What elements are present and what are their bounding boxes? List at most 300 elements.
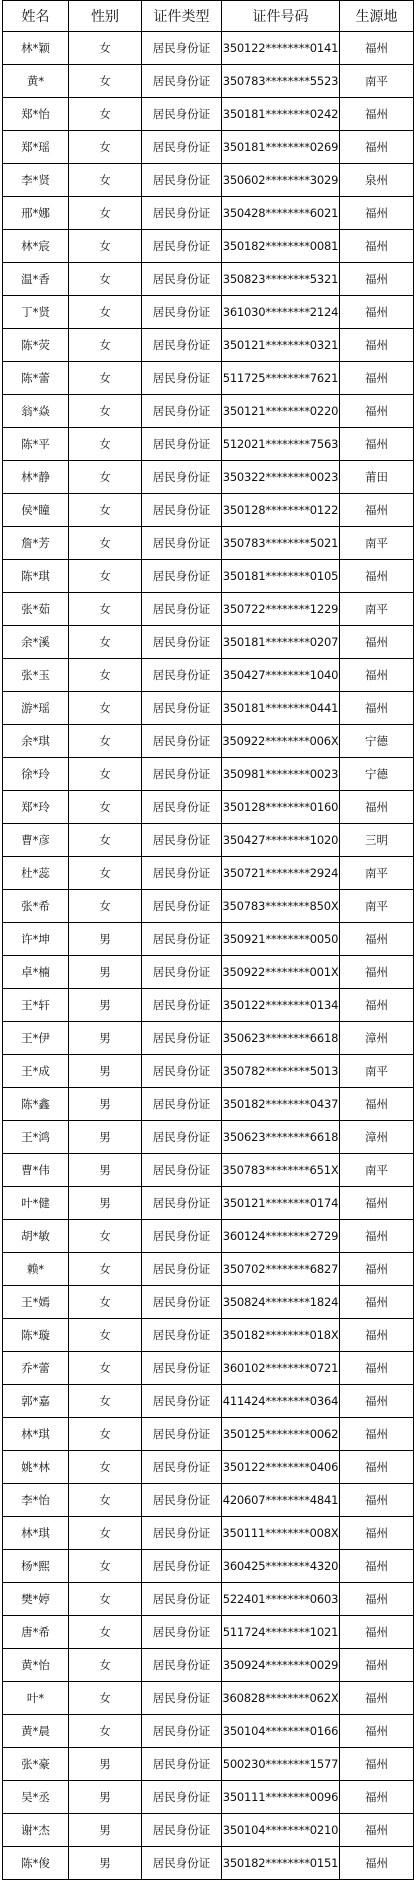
cell-name: 曹*伟	[3, 1154, 69, 1187]
table-row	[3, 1682, 414, 1715]
table-row	[3, 593, 414, 626]
cell-origin: 福州	[340, 1616, 414, 1649]
cell-origin: 福州	[340, 98, 414, 131]
table-row	[3, 428, 414, 461]
cell-origin: 福州	[340, 659, 414, 692]
cell-name: 陈*璇	[3, 1319, 69, 1352]
cell-name: 姚*林	[3, 1451, 69, 1484]
cell-name: 王*成	[3, 1055, 69, 1088]
cell-name: 丁*贤	[3, 296, 69, 329]
table-row	[3, 32, 414, 65]
table-row	[3, 1418, 414, 1451]
cell-gender: 女	[69, 428, 142, 461]
table-row	[3, 560, 414, 593]
cell-gender: 女	[69, 560, 142, 593]
cell-origin: 福州	[340, 1583, 414, 1616]
cell-gender: 男	[69, 1154, 142, 1187]
cell-id-type: 居民身份证	[142, 890, 222, 923]
cell-gender: 女	[69, 296, 142, 329]
cell-origin: 福州	[340, 1517, 414, 1550]
cell-gender: 女	[69, 1484, 142, 1517]
column-header-origin: 生源地	[340, 1, 414, 32]
cell-id-type: 居民身份证	[142, 923, 222, 956]
cell-name: 陈*俊	[3, 1847, 69, 1880]
cell-id-type: 居民身份证	[142, 1550, 222, 1583]
table-row	[3, 1517, 414, 1550]
cell-origin: 福州	[340, 263, 414, 296]
table-row	[3, 1649, 414, 1682]
cell-id-type: 居民身份证	[142, 758, 222, 791]
cell-origin: 福州	[340, 494, 414, 527]
cell-name: 陈*琪	[3, 560, 69, 593]
cell-name: 王*轩	[3, 989, 69, 1022]
cell-origin: 福州	[340, 197, 414, 230]
table-row	[3, 461, 414, 494]
cell-gender: 女	[69, 164, 142, 197]
cell-id-number: 350981********0023	[222, 758, 340, 791]
cell-origin: 福州	[340, 1748, 414, 1781]
cell-gender: 女	[69, 362, 142, 395]
cell-id-number: 350122********0141	[222, 32, 340, 65]
cell-id-number: 511724********1021	[222, 1616, 340, 1649]
table-row	[3, 296, 414, 329]
table-row	[3, 791, 414, 824]
cell-id-number: 350182********0437	[222, 1088, 340, 1121]
cell-id-type: 居民身份证	[142, 1253, 222, 1286]
column-header-gender: 性别	[69, 1, 142, 32]
cell-id-type: 居民身份证	[142, 131, 222, 164]
cell-name: 樊*婷	[3, 1583, 69, 1616]
cell-origin: 福州	[340, 329, 414, 362]
cell-id-number: 350182********018X	[222, 1319, 340, 1352]
cell-origin: 福州	[340, 560, 414, 593]
table-header-row	[3, 1, 414, 32]
table-row	[3, 1319, 414, 1352]
cell-id-type: 居民身份证	[142, 395, 222, 428]
cell-origin: 福州	[340, 1220, 414, 1253]
cell-gender: 女	[69, 1286, 142, 1319]
cell-id-number: 511725********7621	[222, 362, 340, 395]
cell-id-type: 居民身份证	[142, 1715, 222, 1748]
cell-id-number: 350181********0269	[222, 131, 340, 164]
cell-id-number: 350921********0050	[222, 923, 340, 956]
cell-origin: 漳州	[340, 1121, 414, 1154]
cell-name: 林*静	[3, 461, 69, 494]
cell-name: 唐*希	[3, 1616, 69, 1649]
cell-gender: 女	[69, 857, 142, 890]
cell-name: 杨*熙	[3, 1550, 69, 1583]
cell-gender: 女	[69, 626, 142, 659]
cell-gender: 女	[69, 395, 142, 428]
cell-id-number: 350922********001X	[222, 956, 340, 989]
cell-id-type: 居民身份证	[142, 1286, 222, 1319]
cell-origin: 福州	[340, 626, 414, 659]
cell-id-number: 350104********0210	[222, 1814, 340, 1847]
cell-gender: 女	[69, 1253, 142, 1286]
cell-id-type: 居民身份证	[142, 1220, 222, 1253]
cell-id-type: 居民身份证	[142, 1088, 222, 1121]
column-header-id-type: 证件类型	[142, 1, 222, 32]
cell-name: 邢*娜	[3, 197, 69, 230]
table-row	[3, 626, 414, 659]
cell-gender: 男	[69, 1847, 142, 1880]
cell-gender: 女	[69, 1418, 142, 1451]
cell-id-type: 居民身份证	[142, 164, 222, 197]
cell-gender: 女	[69, 725, 142, 758]
table-row	[3, 890, 414, 923]
cell-gender: 女	[69, 659, 142, 692]
table-row	[3, 989, 414, 1022]
cell-gender: 男	[69, 1781, 142, 1814]
cell-id-number: 350783********850X	[222, 890, 340, 923]
cell-name: 张*玉	[3, 659, 69, 692]
cell-id-number: 360828********062X	[222, 1682, 340, 1715]
cell-id-number: 350922********006X	[222, 725, 340, 758]
table-row	[3, 1352, 414, 1385]
cell-id-number: 350111********008X	[222, 1517, 340, 1550]
cell-origin: 宁德	[340, 758, 414, 791]
cell-origin: 福州	[340, 923, 414, 956]
cell-origin: 南平	[340, 527, 414, 560]
cell-origin: 漳州	[340, 1022, 414, 1055]
cell-origin: 福州	[340, 1253, 414, 1286]
cell-origin: 三明	[340, 824, 414, 857]
cell-name: 黄*晨	[3, 1715, 69, 1748]
cell-name: 张*茹	[3, 593, 69, 626]
table-row	[3, 1781, 414, 1814]
cell-id-type: 居民身份证	[142, 1022, 222, 1055]
cell-name: 翁*焱	[3, 395, 69, 428]
cell-id-type: 居民身份证	[142, 1616, 222, 1649]
cell-name: 黄*	[3, 65, 69, 98]
cell-gender: 女	[69, 1715, 142, 1748]
cell-id-number: 350721********2924	[222, 857, 340, 890]
cell-origin: 福州	[340, 296, 414, 329]
table-row	[3, 329, 414, 362]
cell-id-number: 350181********0242	[222, 98, 340, 131]
cell-gender: 女	[69, 890, 142, 923]
cell-id-type: 居民身份证	[142, 791, 222, 824]
table-row	[3, 1253, 414, 1286]
cell-id-number: 420607********4841	[222, 1484, 340, 1517]
cell-origin: 福州	[340, 1385, 414, 1418]
cell-gender: 男	[69, 1121, 142, 1154]
cell-id-number: 350824********1824	[222, 1286, 340, 1319]
cell-gender: 男	[69, 923, 142, 956]
cell-id-number: 350181********0207	[222, 626, 340, 659]
table-row	[3, 1088, 414, 1121]
table-row	[3, 164, 414, 197]
table-row	[3, 1451, 414, 1484]
cell-gender: 女	[69, 1319, 142, 1352]
cell-gender: 男	[69, 1088, 142, 1121]
cell-id-number: 350823********5321	[222, 263, 340, 296]
cell-gender: 女	[69, 1616, 142, 1649]
cell-id-type: 居民身份证	[142, 1517, 222, 1550]
cell-id-number: 350125********0062	[222, 1418, 340, 1451]
cell-name: 林*颖	[3, 32, 69, 65]
cell-id-number: 522401********0603	[222, 1583, 340, 1616]
table-row	[3, 1550, 414, 1583]
cell-origin: 福州	[340, 1649, 414, 1682]
cell-origin: 南平	[340, 1055, 414, 1088]
cell-origin: 泉州	[340, 164, 414, 197]
cell-origin: 福州	[340, 230, 414, 263]
table-row	[3, 1814, 414, 1847]
table-row	[3, 494, 414, 527]
cell-gender: 女	[69, 329, 142, 362]
cell-id-type: 居民身份证	[142, 1649, 222, 1682]
cell-id-number: 411424********0364	[222, 1385, 340, 1418]
cell-id-number: 350722********1229	[222, 593, 340, 626]
cell-origin: 福州	[340, 1451, 414, 1484]
cell-gender: 女	[69, 98, 142, 131]
cell-id-number: 350783********5021	[222, 527, 340, 560]
table-row	[3, 1715, 414, 1748]
cell-origin: 宁德	[340, 725, 414, 758]
table-body	[3, 32, 414, 1880]
cell-id-type: 居民身份证	[142, 593, 222, 626]
cell-id-type: 居民身份证	[142, 1319, 222, 1352]
cell-origin: 福州	[340, 1847, 414, 1880]
cell-id-number: 350322********0023	[222, 461, 340, 494]
student-roster-table	[2, 0, 414, 1880]
cell-gender: 男	[69, 1022, 142, 1055]
cell-gender: 男	[69, 1814, 142, 1847]
cell-gender: 女	[69, 65, 142, 98]
cell-origin: 福州	[340, 32, 414, 65]
cell-id-number: 500230********1577	[222, 1748, 340, 1781]
cell-id-number: 350181********0105	[222, 560, 340, 593]
cell-id-number: 350182********0081	[222, 230, 340, 263]
cell-id-number: 350427********1040	[222, 659, 340, 692]
cell-origin: 福州	[340, 1187, 414, 1220]
cell-name: 余*溪	[3, 626, 69, 659]
cell-id-type: 居民身份证	[142, 32, 222, 65]
cell-gender: 女	[69, 824, 142, 857]
cell-id-number: 350128********0160	[222, 791, 340, 824]
cell-gender: 女	[69, 593, 142, 626]
table-row	[3, 1748, 414, 1781]
cell-name: 陈*平	[3, 428, 69, 461]
cell-id-type: 居民身份证	[142, 1781, 222, 1814]
cell-id-number: 350111********0096	[222, 1781, 340, 1814]
cell-origin: 福州	[340, 1418, 414, 1451]
table-row	[3, 692, 414, 725]
table-row	[3, 1220, 414, 1253]
cell-name: 郑*玲	[3, 791, 69, 824]
cell-origin: 福州	[340, 692, 414, 725]
cell-id-type: 居民身份证	[142, 362, 222, 395]
cell-name: 陈*蕾	[3, 362, 69, 395]
cell-origin: 福州	[340, 1484, 414, 1517]
table-row	[3, 1154, 414, 1187]
cell-id-type: 居民身份证	[142, 824, 222, 857]
cell-origin: 福州	[340, 1286, 414, 1319]
cell-id-type: 居民身份证	[142, 527, 222, 560]
table-row	[3, 1286, 414, 1319]
cell-origin: 福州	[340, 362, 414, 395]
cell-id-number: 350602********3029	[222, 164, 340, 197]
cell-id-type: 居民身份证	[142, 65, 222, 98]
table-row	[3, 362, 414, 395]
cell-name: 郭*嘉	[3, 1385, 69, 1418]
cell-name: 李*贤	[3, 164, 69, 197]
column-header-name: 姓名	[3, 1, 69, 32]
cell-id-number: 350181********0441	[222, 692, 340, 725]
table-row	[3, 527, 414, 560]
cell-gender: 女	[69, 230, 142, 263]
cell-name: 郑*瑶	[3, 131, 69, 164]
table-row	[3, 1484, 414, 1517]
table-row	[3, 659, 414, 692]
cell-origin: 福州	[340, 1319, 414, 1352]
cell-id-type: 居民身份证	[142, 1847, 222, 1880]
cell-id-type: 居民身份证	[142, 1748, 222, 1781]
cell-gender: 女	[69, 461, 142, 494]
cell-id-type: 居民身份证	[142, 956, 222, 989]
cell-gender: 女	[69, 1682, 142, 1715]
cell-gender: 男	[69, 1187, 142, 1220]
cell-gender: 女	[69, 1451, 142, 1484]
cell-gender: 女	[69, 1649, 142, 1682]
cell-gender: 女	[69, 131, 142, 164]
cell-id-number: 350427********1020	[222, 824, 340, 857]
table-row	[3, 1022, 414, 1055]
cell-gender: 女	[69, 1385, 142, 1418]
cell-origin: 南平	[340, 65, 414, 98]
cell-origin: 福州	[340, 956, 414, 989]
cell-origin: 福州	[340, 791, 414, 824]
cell-id-type: 居民身份证	[142, 428, 222, 461]
cell-id-number: 350104********0166	[222, 1715, 340, 1748]
table-row	[3, 725, 414, 758]
cell-origin: 南平	[340, 857, 414, 890]
cell-name: 吴*丞	[3, 1781, 69, 1814]
cell-id-number: 350702********6827	[222, 1253, 340, 1286]
cell-id-type: 居民身份证	[142, 857, 222, 890]
cell-name: 郑*怡	[3, 98, 69, 131]
cell-id-number: 350623********6618	[222, 1022, 340, 1055]
cell-name: 詹*芳	[3, 527, 69, 560]
cell-gender: 男	[69, 956, 142, 989]
cell-gender: 女	[69, 1517, 142, 1550]
table-row	[3, 1121, 414, 1154]
cell-id-number: 350428********6021	[222, 197, 340, 230]
cell-name: 叶*	[3, 1682, 69, 1715]
table-row	[3, 98, 414, 131]
cell-id-type: 居民身份证	[142, 659, 222, 692]
cell-name: 胡*敏	[3, 1220, 69, 1253]
table-row	[3, 857, 414, 890]
cell-origin: 福州	[340, 1814, 414, 1847]
cell-id-number: 350623********6618	[222, 1121, 340, 1154]
cell-id-number: 350122********0134	[222, 989, 340, 1022]
table-row	[3, 197, 414, 230]
cell-name: 曹*彦	[3, 824, 69, 857]
cell-id-type: 居民身份证	[142, 263, 222, 296]
table-row	[3, 1616, 414, 1649]
cell-id-type: 居民身份证	[142, 1121, 222, 1154]
table-row	[3, 395, 414, 428]
cell-origin: 南平	[340, 1154, 414, 1187]
cell-name: 张*豪	[3, 1748, 69, 1781]
cell-gender: 女	[69, 692, 142, 725]
cell-name: 张*希	[3, 890, 69, 923]
cell-id-type: 居民身份证	[142, 98, 222, 131]
cell-id-number: 350121********0220	[222, 395, 340, 428]
cell-name: 游*瑶	[3, 692, 69, 725]
cell-name: 黄*怡	[3, 1649, 69, 1682]
cell-id-type: 居民身份证	[142, 1682, 222, 1715]
cell-name: 余*琪	[3, 725, 69, 758]
cell-gender: 女	[69, 32, 142, 65]
cell-gender: 女	[69, 758, 142, 791]
cell-id-type: 居民身份证	[142, 692, 222, 725]
cell-gender: 男	[69, 1055, 142, 1088]
table-row	[3, 263, 414, 296]
cell-id-number: 350121********0321	[222, 329, 340, 362]
cell-id-number: 350783********651X	[222, 1154, 340, 1187]
cell-origin: 南平	[340, 593, 414, 626]
cell-gender: 女	[69, 263, 142, 296]
cell-id-number: 350182********0151	[222, 1847, 340, 1880]
cell-origin: 南平	[340, 890, 414, 923]
cell-id-type: 居民身份证	[142, 230, 222, 263]
cell-name: 李*怡	[3, 1484, 69, 1517]
table-row	[3, 923, 414, 956]
cell-name: 王*鸿	[3, 1121, 69, 1154]
cell-id-number: 360102********0721	[222, 1352, 340, 1385]
cell-gender: 女	[69, 494, 142, 527]
cell-id-type: 居民身份证	[142, 1814, 222, 1847]
cell-name: 卓*楠	[3, 956, 69, 989]
cell-origin: 莆田	[340, 461, 414, 494]
cell-name: 侯*瞳	[3, 494, 69, 527]
cell-id-type: 居民身份证	[142, 197, 222, 230]
cell-name: 赖*	[3, 1253, 69, 1286]
cell-id-type: 居民身份证	[142, 725, 222, 758]
cell-id-type: 居民身份证	[142, 1154, 222, 1187]
cell-id-type: 居民身份证	[142, 296, 222, 329]
table-row	[3, 65, 414, 98]
cell-id-type: 居民身份证	[142, 989, 222, 1022]
cell-origin: 福州	[340, 1682, 414, 1715]
cell-name: 温*香	[3, 263, 69, 296]
cell-gender: 女	[69, 527, 142, 560]
cell-origin: 福州	[340, 989, 414, 1022]
cell-name: 叶*健	[3, 1187, 69, 1220]
cell-id-number: 350122********0406	[222, 1451, 340, 1484]
cell-gender: 女	[69, 791, 142, 824]
table-row	[3, 1187, 414, 1220]
cell-origin: 福州	[340, 1088, 414, 1121]
cell-id-number: 350924********0029	[222, 1649, 340, 1682]
cell-name: 杜*蕊	[3, 857, 69, 890]
cell-name: 王*嫣	[3, 1286, 69, 1319]
table-row	[3, 758, 414, 791]
table-row	[3, 1385, 414, 1418]
table-row	[3, 824, 414, 857]
cell-name: 谢*杰	[3, 1814, 69, 1847]
cell-id-type: 居民身份证	[142, 1484, 222, 1517]
cell-gender: 女	[69, 197, 142, 230]
cell-name: 林*宸	[3, 230, 69, 263]
cell-id-type: 居民身份证	[142, 461, 222, 494]
cell-name: 陈*鑫	[3, 1088, 69, 1121]
cell-origin: 福州	[340, 395, 414, 428]
cell-name: 林*琪	[3, 1517, 69, 1550]
